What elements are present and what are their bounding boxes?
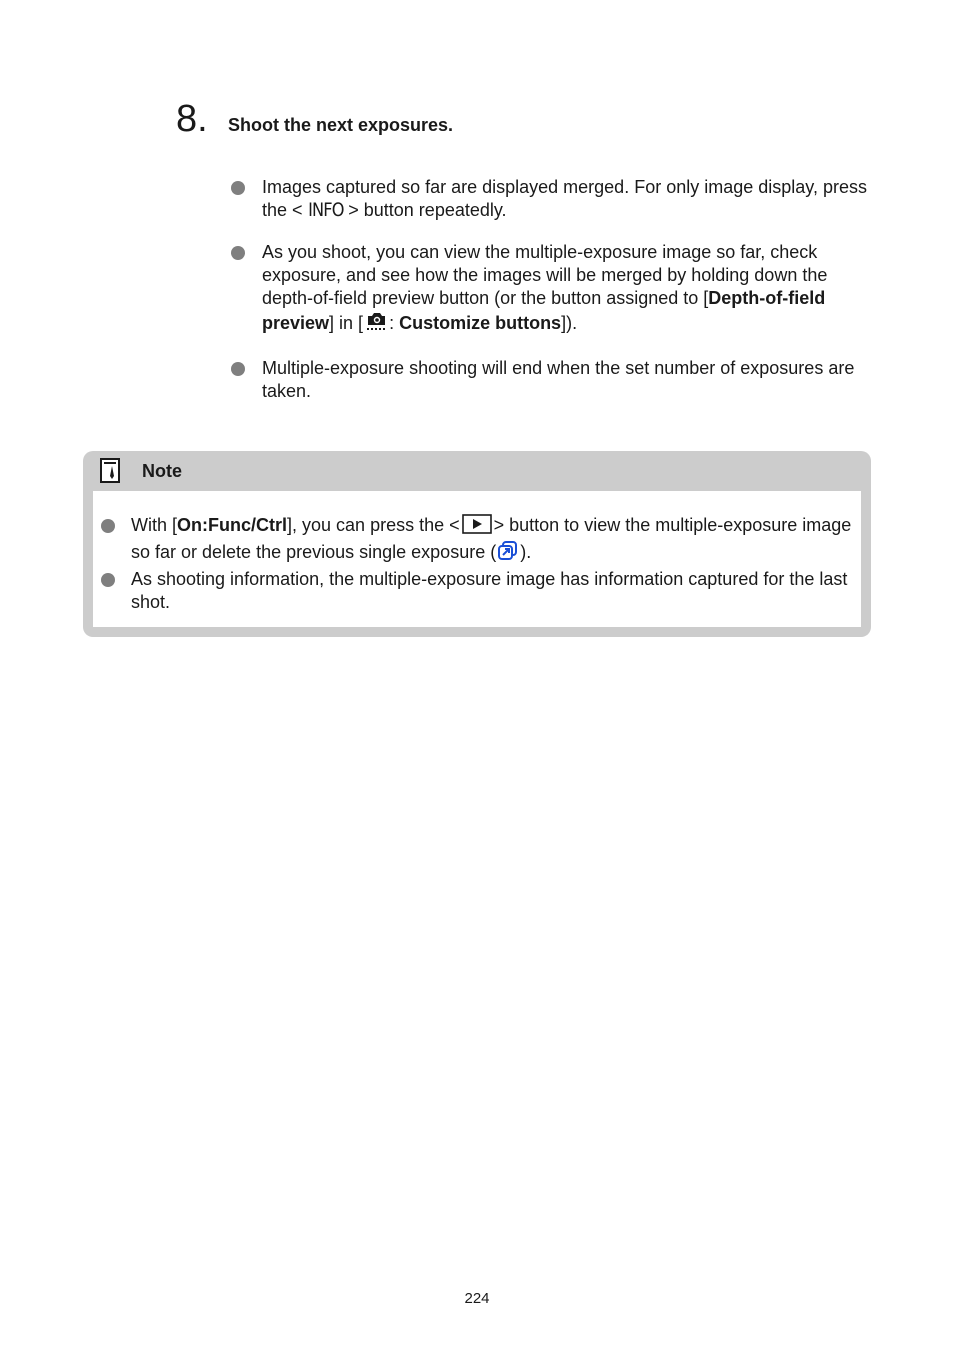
bullet-dot-icon — [101, 519, 115, 533]
info-button-icon: INFO — [307, 199, 344, 221]
list-item: As you shoot, you can view the multiple-exposure image so far, check exposure, and see how the images will be merged by holding down the depth-of-field preview button (or the button assigned to [Depth-of-field preview] in [ : Customize buttons]). — [230, 241, 870, 338]
reference-link-icon[interactable] — [497, 540, 519, 568]
camera-custom-icon — [364, 310, 388, 338]
note-body — [93, 491, 861, 627]
bullet-dot-icon — [231, 362, 245, 376]
note-title: Note — [142, 460, 182, 481]
list-item: Images captured so far are displayed merged. For only image display, press the < INFO > button repeatedly. — [230, 176, 870, 222]
note-list — [100, 514, 855, 614]
page-number: 224 — [464, 1290, 490, 1307]
step-number: 8. — [176, 98, 208, 140]
step-title: Shoot the next exposures. — [228, 115, 454, 135]
bullet-dot-icon — [231, 181, 245, 195]
playback-icon — [462, 514, 492, 540]
note-box — [83, 451, 871, 637]
list-item: Multiple-exposure shooting will end when the set number of exposures are taken. — [230, 357, 870, 403]
bullet-dot-icon — [231, 246, 245, 260]
list-item: With [On:Func/Ctrl], you can press the < > button to view the multiple-exposure image so far or delete the previous single exposure ( ). — [100, 514, 855, 568]
note-icon — [100, 458, 122, 484]
list-item: As shooting information, the multiple-exposure image has information captured for the last shot. — [100, 568, 855, 614]
step-bullet-list — [230, 176, 870, 422]
bullet-dot-icon — [101, 573, 115, 587]
note-header — [83, 451, 871, 491]
step-heading — [176, 100, 453, 138]
